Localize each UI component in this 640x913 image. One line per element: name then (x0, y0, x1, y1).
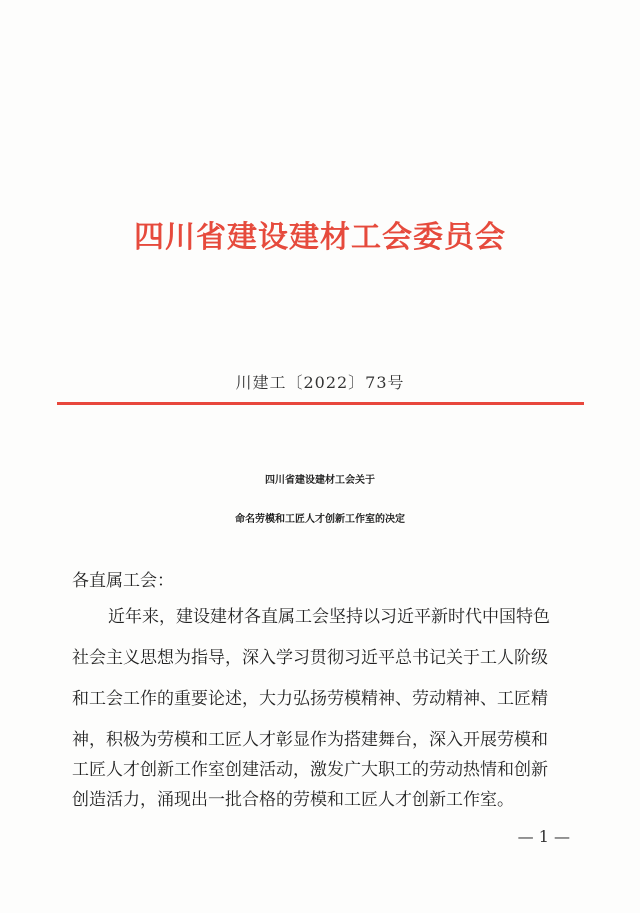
paragraph-line: 和工会工作的重要论述，大力弘扬劳模精神、劳动精神、工匠精 (72, 689, 548, 709)
page-number: — 1 — (517, 827, 570, 846)
paragraph-line: 社会主义思想为指导，深入学习贯彻习近平总书记关于工人阶级 (72, 648, 548, 668)
document-heading-line-2: 命名劳模和工匠人才创新工作室的决定 (235, 514, 405, 525)
red-divider-line (57, 402, 584, 405)
document-heading-line-1: 四川省建设建材工会关于 (265, 475, 375, 486)
organization-title: 四川省建设建材工会委员会 (134, 220, 506, 255)
paragraph-line: 近年来，建设建材各直属工会坚持以习近平新时代中国特色 (108, 607, 550, 627)
paragraph-line: 创造活力，涌现出一批合格的劳模和工匠人才创新工作室。 (72, 790, 514, 810)
paragraph-line: 神，积极为劳模和工匠人才彰显作为搭建舞台，深入开展劳模和 (72, 730, 548, 750)
paragraph-line: 工匠人才创新工作室创建活动，激发广大职工的劳动热情和创新 (72, 760, 548, 780)
document-number: 川建工〔2022〕73号 (235, 373, 405, 392)
salutation: 各直属工会： (72, 571, 174, 591)
